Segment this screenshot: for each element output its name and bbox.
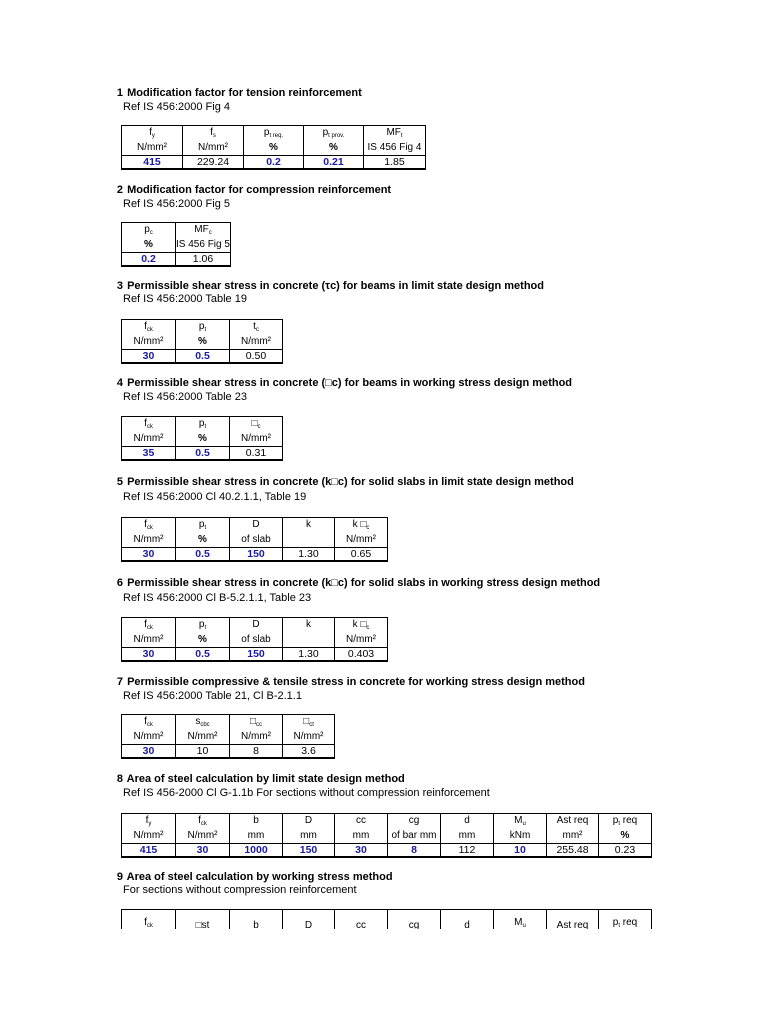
col-header: d	[441, 910, 494, 930]
col-unit: mm	[283, 830, 335, 844]
col-header: k $□_c$	[335, 618, 388, 635]
value-cell: 112	[441, 844, 494, 858]
data-table	[121, 125, 426, 170]
col-header: $p_t$	[176, 618, 230, 635]
section-title: 5 Permissible shear stress in concrete (k□c) for solid slabs in limit state design method	[116, 476, 574, 488]
col-unit: %	[176, 634, 230, 648]
col-header: k $□_c$	[335, 518, 388, 535]
data-table	[121, 813, 652, 858]
col-header: b	[230, 814, 283, 831]
section-title: 8 Area of steel calculation by limit state design method	[116, 773, 405, 785]
data-table	[121, 909, 652, 929]
col-unit: N/mm²	[176, 731, 230, 745]
col-header: $p_{t prov.}$	[304, 126, 364, 143]
col-unit: N/mm²	[283, 731, 335, 745]
col-unit: %	[122, 239, 176, 253]
value-cell[interactable]: 0.2	[244, 156, 304, 170]
col-unit: of slab	[230, 634, 283, 648]
col-header: $f_{ck}$	[122, 910, 176, 930]
col-unit: kNm	[494, 830, 547, 844]
value-cell: 3.6	[283, 745, 335, 759]
value-cell: 0.65	[335, 548, 388, 562]
col-unit: %	[304, 142, 364, 156]
col-header: $p_t$	[176, 320, 230, 337]
value-cell: 0.23	[599, 844, 652, 858]
value-cell[interactable]: 30	[122, 548, 176, 562]
col-header: $□_{ct}$	[283, 715, 335, 732]
value-cell[interactable]: 415	[122, 156, 183, 170]
col-unit: N/mm²	[122, 731, 176, 745]
col-header: Ast req	[547, 814, 599, 831]
col-unit	[283, 534, 335, 548]
data-table	[121, 416, 283, 461]
col-unit: %	[176, 433, 230, 447]
col-header: k	[283, 518, 335, 535]
value-cell[interactable]: 150	[283, 844, 335, 858]
table-clip	[0, 909, 768, 929]
section-ref: Ref IS 456:2000 Cl 40.2.1.1, Table 19	[123, 491, 307, 503]
section-title: 7 Permissible compressive & tensile stress in concrete for working stress design method	[116, 676, 585, 688]
col-unit: N/mm²	[122, 534, 176, 548]
value-cell[interactable]: 30	[122, 745, 176, 759]
value-cell[interactable]: 30	[122, 648, 176, 662]
col-unit: mm²	[547, 830, 599, 844]
col-header: D	[283, 814, 335, 831]
col-header: cc	[335, 814, 388, 831]
col-header: $p_{t req.}$	[244, 126, 304, 143]
col-header: D	[230, 518, 283, 535]
col-unit: N/mm²	[122, 830, 176, 844]
col-header: b	[230, 910, 283, 930]
data-table	[121, 517, 388, 562]
col-header: $p_t$ req	[599, 814, 652, 831]
value-cell: 1.30	[283, 648, 335, 662]
value-cell[interactable]: 0.2	[122, 253, 176, 267]
col-header: $p_t$	[176, 518, 230, 535]
value-cell[interactable]: 0.5	[176, 548, 230, 562]
col-unit: mm	[230, 830, 283, 844]
section-title: 2 Modification factor for compression reinforcement	[116, 184, 392, 196]
section-ref: Ref IS 456:2000 Cl B-5.2.1.1, Table 23	[123, 592, 312, 604]
value-cell: 1.85	[364, 156, 426, 170]
section-title: 1 Modification factor for tension reinforcement	[116, 87, 362, 99]
col-header: Ast req	[547, 910, 599, 930]
col-unit: N/mm²	[230, 433, 283, 447]
value-cell[interactable]: 415	[122, 844, 176, 858]
col-header: cg	[388, 910, 441, 930]
col-unit: N/mm²	[230, 731, 283, 745]
section-ref: Ref IS 456-2000 Cl G-1.1b For sections without compression reinforcement	[123, 787, 490, 799]
col-unit	[283, 634, 335, 648]
section-title: 3 Permissible shear stress in concrete (τc) for beams in limit state design method	[116, 280, 544, 292]
value-cell[interactable]: 0.5	[176, 447, 230, 461]
value-cell[interactable]: 30	[122, 350, 176, 364]
col-header: $p_t$	[176, 417, 230, 434]
section-ref: Ref IS 456:2000 Table 19	[123, 293, 247, 305]
section-ref: For sections without compression reinforcement	[123, 884, 357, 896]
value-cell: 0.403	[335, 648, 388, 662]
col-header: $□_{cc}$	[230, 715, 283, 732]
col-header: $MF_t$	[364, 126, 426, 143]
col-header: $f_s$	[183, 126, 244, 143]
data-table	[121, 714, 335, 759]
col-unit: IS 456 Fig 4	[364, 142, 426, 156]
col-header: $s_{cbc}$	[176, 715, 230, 732]
value-cell[interactable]: 150	[230, 648, 283, 662]
col-header: $t_c$	[230, 320, 283, 337]
value-cell: 1.30	[283, 548, 335, 562]
col-header: d	[441, 814, 494, 831]
data-table	[121, 319, 283, 364]
col-header: $f_{ck}$	[122, 417, 176, 434]
col-header: $M_u$	[494, 814, 547, 831]
col-unit: mm	[335, 830, 388, 844]
col-header: $f_{ck}$	[122, 320, 176, 337]
data-table	[121, 222, 231, 267]
section-ref: Ref IS 456:2000 Fig 5	[123, 198, 231, 210]
col-header: $p_t$ req	[599, 910, 652, 930]
value-cell: 8	[230, 745, 283, 759]
col-unit: N/mm²	[122, 336, 176, 350]
col-header: D	[230, 618, 283, 635]
col-unit: N/mm²	[176, 830, 230, 844]
col-header: D	[283, 910, 335, 930]
col-unit: N/mm²	[335, 534, 388, 548]
value-cell[interactable]: 35	[122, 447, 176, 461]
col-header: $f_{ck}$	[122, 518, 176, 535]
col-header: cc	[335, 910, 388, 930]
data-table	[121, 617, 388, 662]
section-title: 6 Permissible shear stress in concrete (k□c) for solid slabs in working stress design method	[116, 577, 601, 589]
col-unit: %	[176, 336, 230, 350]
col-header: $f_{ck}$	[176, 814, 230, 831]
value-cell[interactable]: 1000	[230, 844, 283, 858]
col-unit: of bar mm	[388, 830, 441, 844]
value-cell: 0.31	[230, 447, 283, 461]
col-unit: mm	[441, 830, 494, 844]
col-unit: %	[599, 830, 652, 844]
value-cell: 1.06	[176, 253, 231, 267]
col-header: $p_c$	[122, 223, 176, 240]
col-unit: N/mm²	[122, 433, 176, 447]
col-unit: IS 456 Fig 5	[176, 239, 231, 253]
value-cell: 10	[176, 745, 230, 759]
col-header: $f_{ck}$	[122, 618, 176, 635]
value-cell[interactable]: 150	[230, 548, 283, 562]
value-cell[interactable]: 10	[494, 844, 547, 858]
col-header: $f_{ck}$	[122, 715, 176, 732]
col-header: k	[283, 618, 335, 635]
col-unit: N/mm²	[183, 142, 244, 156]
col-header: $f_y$	[122, 814, 176, 831]
value-cell: 229.24	[183, 156, 244, 170]
col-unit: of slab	[230, 534, 283, 548]
col-header: $M_u$	[494, 910, 547, 930]
value-cell[interactable]: 0.5	[176, 648, 230, 662]
section-title: 4 Permissible shear stress in concrete (□c) for beams in working stress design method	[116, 377, 573, 389]
col-unit: %	[244, 142, 304, 156]
value-cell[interactable]: 0.5	[176, 350, 230, 364]
section-ref: Ref IS 456:2000 Fig 4	[123, 101, 231, 113]
value-cell[interactable]: 30	[176, 844, 230, 858]
section-ref: Ref IS 456:2000 Table 23	[123, 391, 247, 403]
col-header: □st	[176, 910, 230, 930]
col-header: $□_c$	[230, 417, 283, 434]
col-unit: N/mm²	[122, 634, 176, 648]
col-unit: N/mm²	[122, 142, 183, 156]
value-cell[interactable]: 8	[388, 844, 441, 858]
col-unit: N/mm²	[230, 336, 283, 350]
value-cell[interactable]: 30	[335, 844, 388, 858]
col-header: $f_y$	[122, 126, 183, 143]
col-header: $MF_c$	[176, 223, 231, 240]
value-cell[interactable]: 0.21	[304, 156, 364, 170]
value-cell: 255.48	[547, 844, 599, 858]
section-title: 9 Area of steel calculation by working stress method	[116, 871, 393, 883]
col-unit: %	[176, 534, 230, 548]
col-header: cg	[388, 814, 441, 831]
section-ref: Ref IS 456:2000 Table 21, Cl B-2.1.1	[123, 690, 302, 702]
col-unit: N/mm²	[335, 634, 388, 648]
value-cell: 0.50	[230, 350, 283, 364]
